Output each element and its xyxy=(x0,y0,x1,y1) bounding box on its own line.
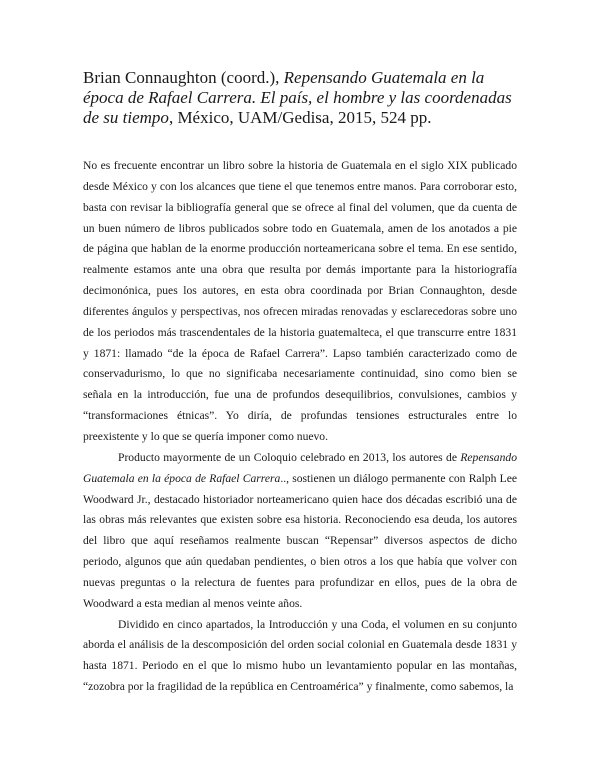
paragraph-2-start: Producto mayormente de un Coloquio celebrado en 2013, los autores de xyxy=(118,450,461,464)
review-book-title: Repensando Guatemala en la época de Rafael Carrera. El país, el hombre y las coordenadas de su tiempo xyxy=(83,68,512,127)
review-body xyxy=(83,156,517,698)
paragraph-2 xyxy=(83,448,517,615)
review-author: Brian Connaughton (coord.), xyxy=(83,68,284,87)
paragraph-2-rest: .., sostienen un diálogo permanente con Ralph Lee Woodward Jr., destacado historiador norteamericano quien hace dos décadas escribió una de las obras más relevantes que existen sobre esa historia. Reconociendo esa deuda, los autores del libro que aquí reseñamos realmente buscan “Repensar” diversos aspectos de dicho periodo, algunos que aún quedaban pendientes, o bien otros a los que había que volver con nuevas preguntas o la relectura de fuentes para profundizar en ellos, pues de la obra de Woodward a esta median al menos veinte años. xyxy=(83,471,517,610)
review-publication-info: , México, UAM/Gedisa, 2015, 524 pp. xyxy=(168,108,432,127)
paragraph-3: Dividido en cinco apartados, la Introducción y una Coda, el volumen en su conjunto aborda el análisis de la descomposición del orden social colonial en Guatemala desde 1831 y hasta 1871. Periodo en el que lo mismo hubo un levantamiento popular en las montañas, “zozobra por la fragilidad de la república en Centroamérica” y finalmente, como sabemos, la xyxy=(83,617,517,694)
paragraph-1: No es frecuente encontrar un libro sobre la historia de Guatemala en el siglo XIX publicado desde México y con los alcances que tiene el que tenemos entre manos. Para corroborar esto, basta con revisar la bibliografía general que se ofrece al final del volumen, que da cuenta de un buen número de libros publicados sobre todo en Guatemala, amen de los anotados a pie de página que hablan de la enorme producción norteamericana sobre el tema. En ese sentido, realmente estamos ante una obra que resulta por demás importante para la historiografía decimonónica, pues los autores, en esta obra coordinada por Brian Connaughton, desde diferentes ángulos y perspectivas, nos ofrecen miradas renovadas y esclarecedoras sobre uno de los periodos más trascendentales de la historia guatemalteca, el que transcurre entre 1831 y 1871: llamado “de la época de Rafael Carrera”. Lapso también caracterizado como de conservadurismo, lo que no significaba necesariamente continuidad, sino como bien se señala en la introducción, fue una de profundos desequilibrios, convulsiones, cambios y “transformaciones étnicas”. Yo diría, de profundas tensiones estructurales entre lo preexistente y lo que se quería imponer como nuevo. xyxy=(83,159,517,443)
paragraph-2-book-title: Repensando Guatemala en la época de Rafael Carrera xyxy=(83,450,517,485)
review-header xyxy=(83,68,523,128)
